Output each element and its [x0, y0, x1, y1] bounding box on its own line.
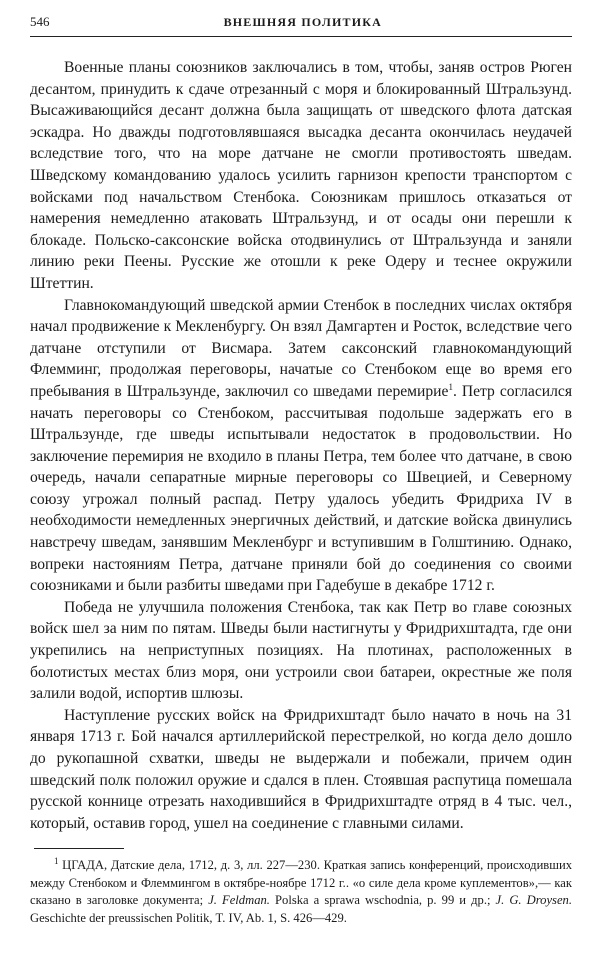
paragraph-2-text-b: . Петр согласился начать переговоры со Стенбоком, рассчитывая подольше задержать его в Штральзунде, где шведы испытывали недостаток в продовольствии. Но заключение перемирия не входило в планы Петра, тем более что датчане, в свою очередь, начали сепаратные мирные переговоры со Швецией, и Северному союзу угрожал полный распад. Петру удалось убедить Фридриха IV в необходимости немедленных энергичных действий, и датские войска двинулись навстречу шведам, занявшим Мекленбург и вступившим в Голштинию. Однако, вопреки настояниям Петра, датчане приняли бой до соединения со своими союзниками и были разбиты шведами при Гадебуше в декабре 1712 г. [30, 382, 572, 595]
footnote-author-feldman: J. Feldman. [208, 893, 270, 908]
paragraph-2 [30, 295, 572, 597]
running-header [30, 14, 572, 30]
footnote-1 [30, 857, 572, 927]
footnote-reference[interactable]: 1 [448, 381, 453, 392]
footnote-text-a: ЦГАДА, Датские дела, 1712, д. 3, лл. 227—230. Краткая запись конференций, происходивших между Стенбоком и Флеммингом в октябре-ноябре 1712 г.. «о силе дела кроме куплементов»,— как сказано в заголовке документа; [30, 858, 572, 908]
main-text [30, 57, 572, 834]
paragraph-4: Наступление русских войск на Фридрихштадт было начато в ночь на 31 января 1713 г. Бой начался артиллерийской перестрелкой, но когда дело дошло до рукопашной схватки, шведы не выдержали и побежали, причем один шведский полк положил оружие и сдался в плен. Стоявшая распутица помешала русской коннице отрезать находившийся в Фридрихштадте отряд в 4 тыс. чел., который, оставив город, ушел на соединение с главными силами. [30, 706, 572, 832]
footnote-text-c: Geschichte der preussischen Politik, T. IV, Ab. 1, S. 426—429. [30, 910, 347, 925]
footnote-marker: 1 [54, 856, 59, 867]
paragraph-2-text-a: Главнокомандующий шведской армии Стенбок в последних числах октября начал продвижение к Мекленбургу. Он взял Дамгартен и Росток, вследствие чего датчане отступили от Висмара. Затем саксонский главнокомандующий Флемминг, продолжая переговоры, начатые со Стенбоком еще во время его пребывания в Штральзунде, заключил со шведами перемирие [30, 296, 572, 400]
footnote-rule [34, 848, 124, 849]
running-title: ВНЕШНЯЯ ПОЛИТИКА [223, 15, 382, 29]
header-rule [30, 36, 572, 37]
page-number: 546 [30, 14, 50, 29]
paragraph-1: Военные планы союзников заключались в том, чтобы, заняв остров Рюген десантом, принудить к сдаче отрезанный с моря и блокированный Штральзунд. Высаживающийся десант должна была защищать от шведского флота датская эскадра. Но дважды подготовлявшаяся высадка десанта окончилась неудачей вследствие того, что на море датчане не смогли противостоять шведам. Шведскому командованию удалось усилить гарнизон крепости транспортом с войсками под начальством Стенбока. Союзникам пришлось отказаться от намерения немедленно атаковать Штральзунд, и от осады они перешли к блокаде. Польско-саксонские войска отодвинулись от Штральзунда и заняли линию реки Пеены. Русские же отошли к реке Одеру и теснее окружили Штеттин. [30, 59, 572, 292]
footnote-text-b: Polska a sprawa wschodnia, p. 99 и др.; [269, 893, 496, 908]
paragraph-3: Победа не улучшила положения Стенбока, так как Петр во главе союзных войск шел за ним по пятам. Шведы были настигнуты у Фридрихштадта, где они укрепились на неприступных позициях. На плотинах, расположенных в болотистых местах близ моря, они устроили свои батареи, окрестные же поля залили водой, испортив шлюзы. [30, 598, 572, 703]
footnote-author-droysen: J. G. Droysen. [495, 893, 572, 908]
